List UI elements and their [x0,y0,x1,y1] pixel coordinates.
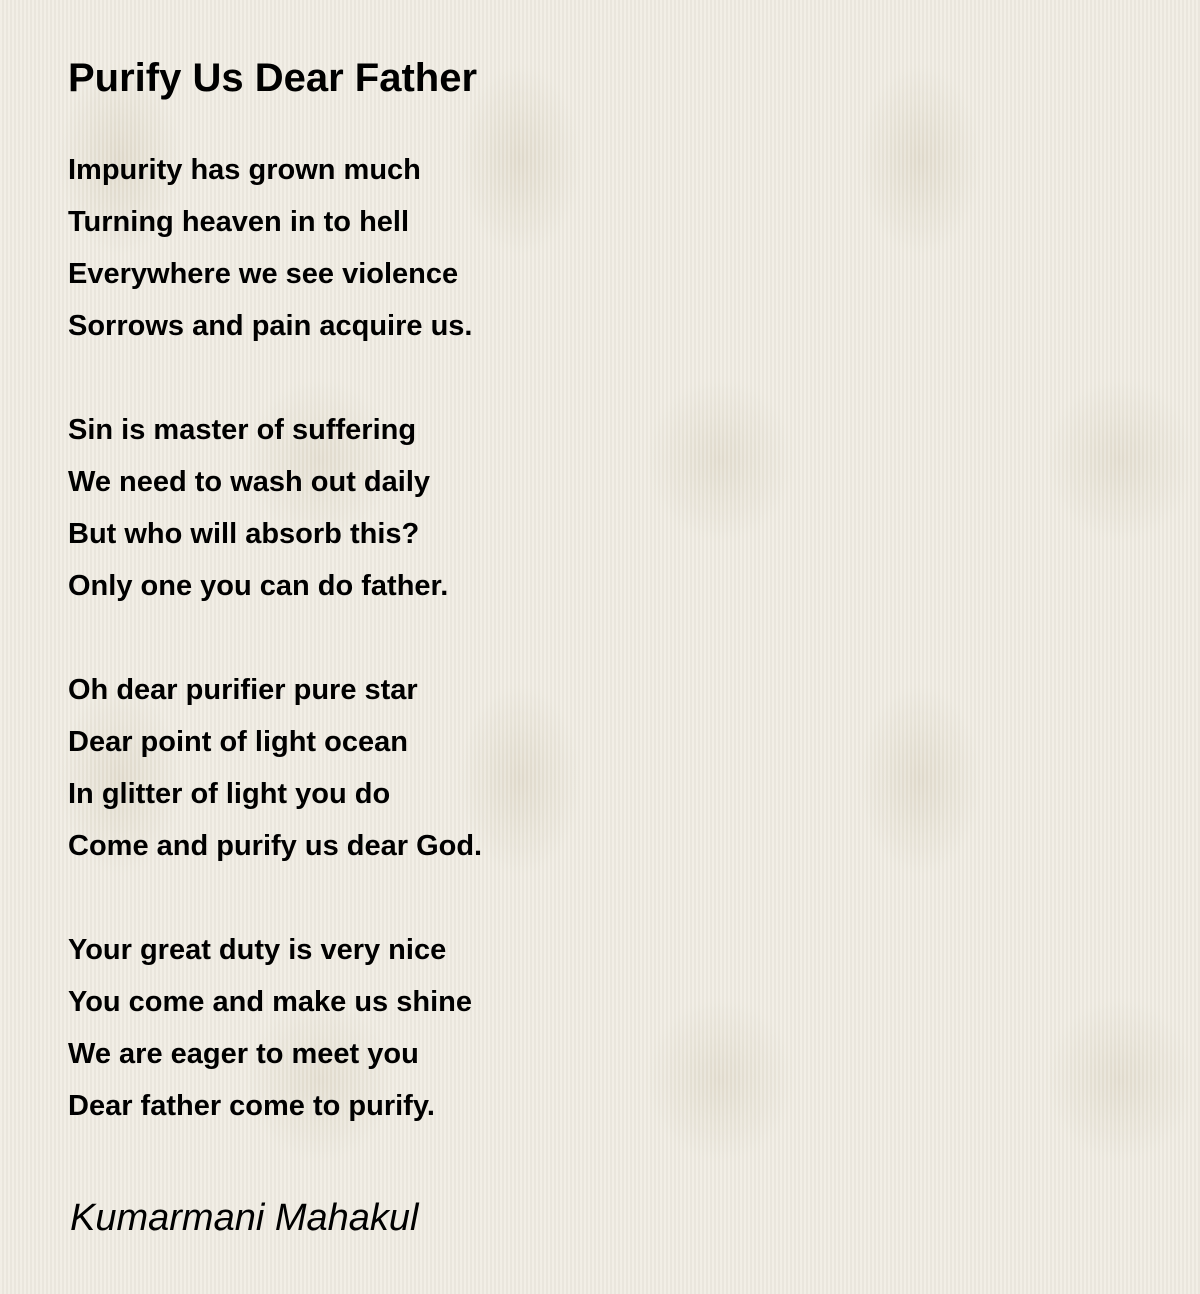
poem-line: You come and make us shine [68,986,472,1018]
poem-title: Purify Us Dear Father [68,56,478,100]
poem-line: Sorrows and pain acquire us. [68,310,473,342]
stanza-4 [68,924,1128,1132]
poem-line: Come and purify us dear God. [68,830,483,862]
poem-line: Dear point of light ocean [68,726,408,758]
stanza-2 [68,404,1128,612]
poem-line: Sin is master of suffering [68,414,417,446]
poem-line: Turning heaven in to hell [68,206,410,238]
stanza-3 [68,664,1128,872]
poem-line: In glitter of light you do [68,778,391,810]
poem-line: Everywhere we see violence [68,258,459,290]
poem-line: Your great duty is very nice [68,934,447,966]
poem-line: Oh dear purifier pure star [68,674,418,706]
poem-line: We need to wash out daily [68,466,431,498]
poem-line: We are eager to meet you [68,1038,419,1070]
poem-body [68,144,1128,1132]
stanza-1 [68,144,1128,352]
poem-line: Dear father come to purify. [68,1090,435,1122]
poem-line: But who will absorb this? [68,518,420,550]
poem-line: Impurity has grown much [68,154,421,186]
poem-container [68,52,1128,1132]
poem-author: Kumarmani Mahakul [70,1197,419,1239]
poem-line: Only one you can do father. [68,570,449,602]
